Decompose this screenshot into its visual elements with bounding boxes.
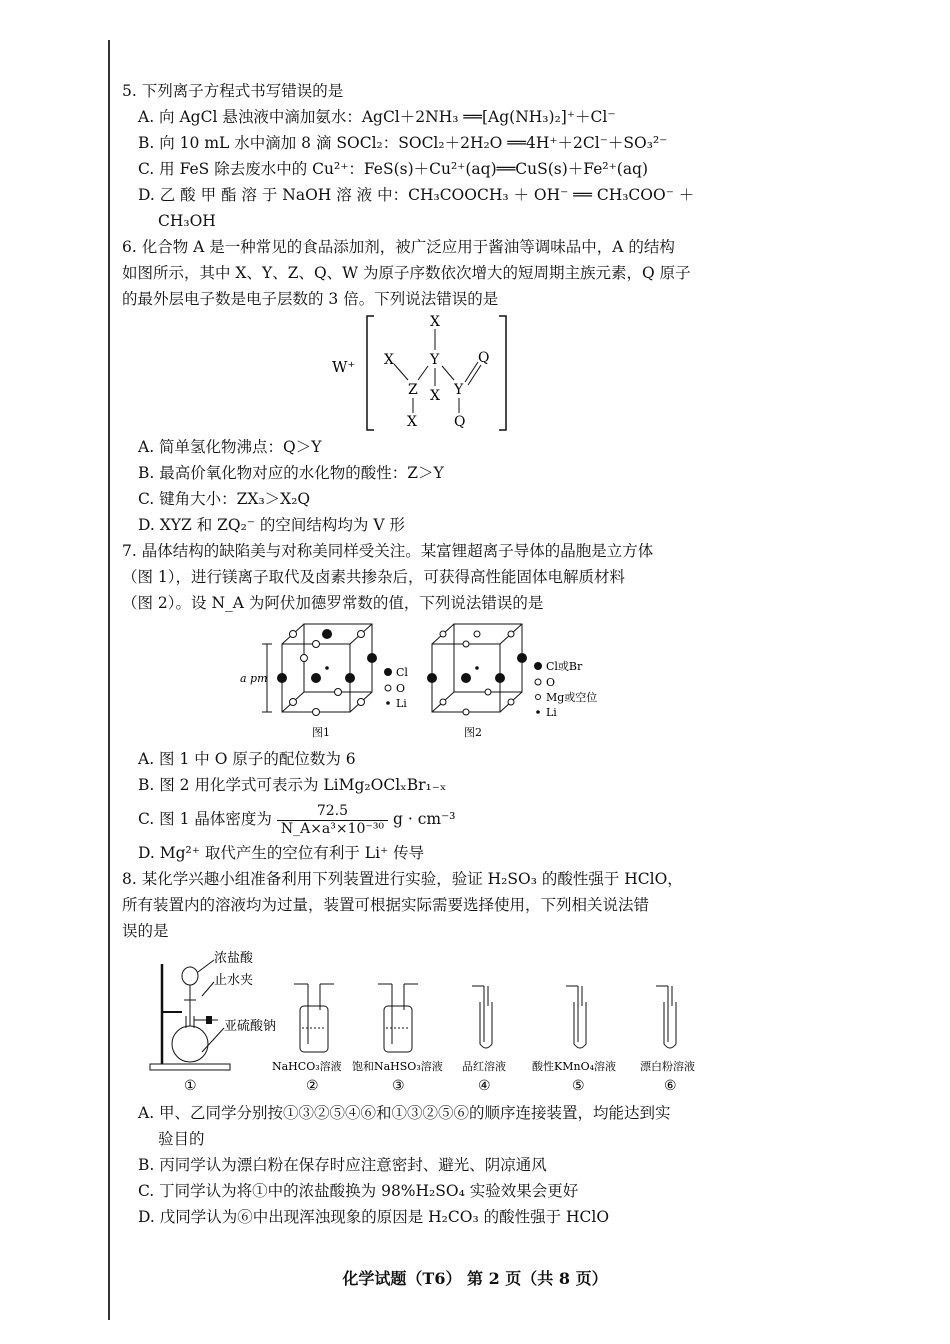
apparatus-number-1: ① [184,1078,197,1094]
q5-option-d: D. 乙 酸 甲 酯 溶 于 NaOH 溶 液 中：CH₃COOCH₃ ＋ OH⁻ ══ CH₃COO⁻ ＋ [138,186,695,204]
fig2-legend-cl-br: Cl或Br [546,660,583,673]
test-tube-4 [472,986,492,1048]
q8-stem-line-1: 8. 某化学兴趣小组准备利用下列装置进行实验，验证 H₂SO₃ 的酸性强于 HClO， [122,870,683,888]
q7-stem-line-2: （图 1），进行镁离子取代及卤素共掺杂后，可获得高性能固体电解质材料 [122,568,626,586]
q6-option-d: D. XYZ 和 ZQ₂⁻ 的空间结构均为 V 形 [138,516,405,534]
q7-stem-line-1: 7. 晶体结构的缺陷美与对称美同样受关注。某富锂超离子导体的晶胞是立方体 [122,542,654,560]
atom-q-bottom: Q [454,414,466,430]
exam-page [122,78,732,1230]
q8-option-b: B. 丙同学认为漂白粉在保存时应注意密封、避光、阴凉通风 [138,1156,547,1174]
q5-option-a: A. 向 AgCl 悬浊液中滴加氨水：AgCl＋2NH₃ ══[Ag(NH₃)₂]⁺＋Cl⁻ [138,108,616,126]
density-denominator: N_A×a³×10⁻³⁰ [280,820,385,837]
atom-q-upper: Q [478,350,490,366]
question-7 [122,538,732,866]
q6-option-c: C. 键角大小：ZX₃＞X₂Q [138,490,311,508]
atom-x-mid: X [430,388,440,404]
atom-z: Z [408,382,418,398]
label-conc-hcl: 浓盐酸 [214,951,254,966]
q8-stem-line-3: 误的是 [122,922,169,940]
q7-option-d: D. Mg²⁺ 取代产生的空位有利于 Li⁺ 传导 [138,844,425,862]
q7-option-b: B. 图 2 用化学式可表示为 LiMg₂OClₓBr₁₋ₓ [138,776,447,794]
fig2-legend-li: Li [546,706,557,719]
right-bracket [499,316,506,430]
q6-structure-figure [122,312,732,434]
left-bracket [367,316,374,430]
q7-option-a: A. 图 1 中 O 原子的配位数为 6 [138,750,356,768]
apparatus-number-2: ② [306,1078,319,1094]
atom-x-left: X [384,352,394,368]
atom-y-center: Y [430,352,440,368]
page-footer: 化学试题（T6） 第 2 页（共 8 页） [342,1269,608,1288]
q8-option-a: A. 甲、乙同学分别按①③②⑤④⑥和①③②⑤⑥的顺序连接装置，均能达到实 [138,1104,671,1122]
solution-3: 饱和NaHSO₃溶液 [352,1060,443,1073]
q8-apparatus-figure [122,944,732,1100]
q6-stem-line-2: 如图所示，其中 X、Y、Z、Q、W 为原子序数依次增大的短周期主族元素，Q 原子 [122,264,691,282]
fig2-legend-mg: Mg或空位 [546,691,598,704]
apparatus-number-4: ④ [478,1078,491,1094]
wash-bottle-3 [378,984,418,1052]
apparatus-number-6: ⑥ [664,1078,677,1094]
q6-structure-svg [122,312,732,434]
solution-5: 酸性KMnO₄溶液 [532,1060,616,1073]
fig1-legend-o: O [396,682,406,695]
q5-option-d-cont: CH₃OH [158,212,216,230]
density-unit: g · cm⁻³ [392,810,456,828]
q8-apparatus-svg [122,944,732,1100]
label-sodium-sulfite: 亚硫酸钠 [224,1019,277,1034]
atom-x-top: X [430,314,440,330]
q6-option-b: B. 最高价氧化物对应的水化物的酸性：Z＞Y [138,464,444,482]
apparatus-number-3: ③ [392,1078,405,1094]
q8-option-c: C. 丁同学认为将①中的浓盐酸换为 98%H₂SO₄ 实验效果会更好 [138,1182,579,1200]
apparatus-number-5: ⑤ [572,1078,585,1094]
q7-crystal-svg [122,616,732,746]
q7-option-c-prefix: C. 图 1 晶体密度为 [138,810,272,828]
q6-stem-line-3: 的最外层电子数是电子层数的 3 倍。下列说法错误的是 [122,290,499,308]
solution-2: NaHCO₃溶液 [272,1060,342,1073]
q8-stem-line-2: 所有装置内的溶液均为过量，装置可根据实际需要选择使用，下列相关说法错 [122,896,650,914]
q8-option-a-cont: 验目的 [158,1130,205,1148]
fig2-caption: 图2 [464,726,482,739]
crystal-cell-fig2 [427,624,527,715]
q8-option-d: D. 戊同学认为⑥中出现浑浊现象的原因是 H₂CO₃ 的酸性强于 HClO [138,1208,610,1226]
q7-crystal-figures [122,616,732,746]
atom-x-bottom: X [407,414,417,430]
q6-stem-line-1: 6. 化合物 A 是一种常见的食品添加剂，被广泛应用于酱油等调味品中，A 的结构 [122,238,675,256]
fig1-dimension-label: a pm [240,672,268,685]
bond [418,366,428,380]
structure-cation: W⁺ [332,358,356,376]
fig2-legend-o: O [546,676,556,689]
atom-y-right: Y [454,382,464,398]
binding-margin-line [108,40,110,1320]
bond [394,364,408,380]
question-8 [122,866,732,1230]
q5-stem: 5. 下列离子方程式书写错误的是 [122,82,344,100]
q6-option-a: A. 简单氢化物沸点：Q＞Y [138,438,322,456]
q5-option-b: B. 向 10 mL 水中滴加 8 滴 SOCl₂：SOCl₂＋2H₂O ══4H⁺＋2Cl⁻＋SO₃²⁻ [138,134,668,152]
solution-4: 品红溶液 [462,1060,506,1073]
crystal-cell-fig1 [240,624,377,716]
test-tube-5 [566,986,586,1048]
fig1-caption: 图1 [312,726,330,739]
test-tube-6 [656,986,676,1048]
wash-bottle-2 [294,984,334,1052]
bond [442,366,454,380]
question-5 [122,78,732,234]
density-numerator: 72.5 [277,803,388,821]
label-clamp: 止水夹 [214,973,254,988]
q7-stem-line-3: （图 2）。设 N_A 为阿伏加德罗常数的值，下列说法错误的是 [122,594,544,612]
q5-option-c: C. 用 FeS 除去废水中的 Cu²⁺：FeS(s)＋Cu²⁺(aq)══CuS(s)＋Fe²⁺(aq) [138,160,649,178]
question-6 [122,234,732,538]
q7-option-c [122,798,732,840]
solution-6: 漂白粉溶液 [640,1060,695,1073]
fig1-legend-cl: Cl [396,666,408,679]
fig1-legend-li: Li [396,697,407,710]
density-fraction [277,803,388,838]
